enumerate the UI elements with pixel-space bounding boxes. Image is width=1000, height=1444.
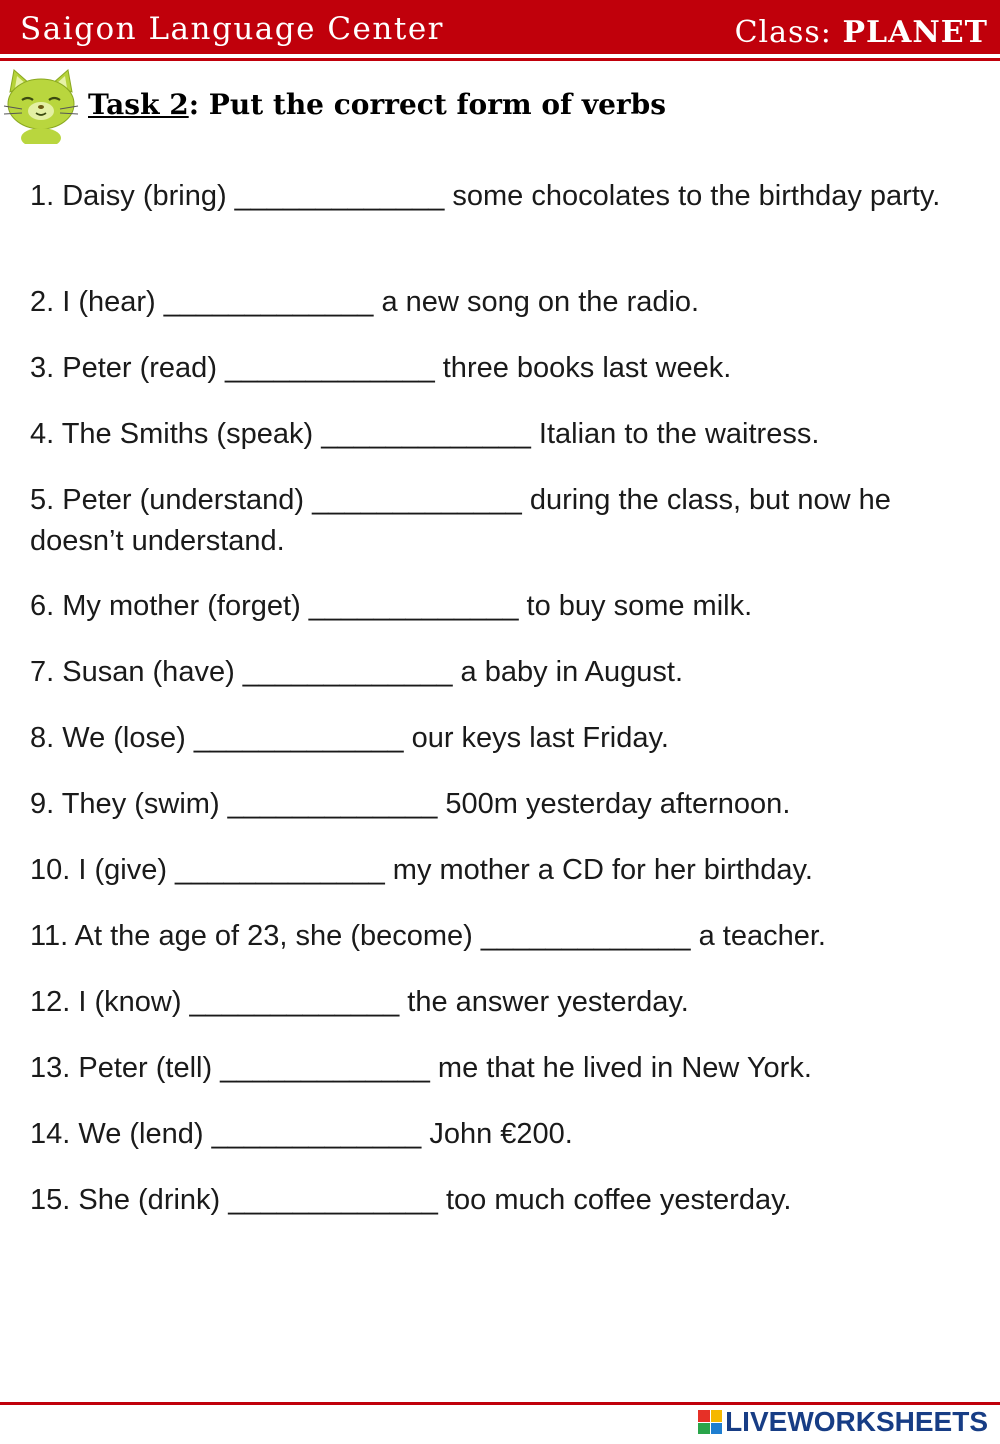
task-instruction: : Put the correct form of verbs: [188, 88, 667, 121]
task-title: [88, 88, 666, 122]
liveworksheets-logo: [698, 1408, 988, 1436]
exercise-item: 13. Peter (tell) _____________ me that he lived in New York.: [30, 1052, 812, 1084]
exercise-item: 6. My mother (forget) _____________ to buy some milk.: [30, 590, 753, 622]
exercise-item: 7. Susan (have) _____________ a baby in August.: [30, 656, 684, 688]
exercise-item: 2. I (hear) _____________ a new song on the radio.: [30, 286, 700, 318]
class-value: PLANET: [842, 15, 988, 50]
exercise-item: 5. Peter (understand) _____________ during the class, but now he doesn’t understand.: [30, 484, 891, 557]
class-label: Class:: [734, 15, 832, 50]
exercise-item: 4. The Smiths (speak) _____________ Italian to the waitress.: [30, 418, 820, 450]
exercise-item: 8. We (lose) _____________ our keys last Friday.: [30, 722, 669, 754]
exercise-item: 12. I (know) _____________ the answer yesterday.: [30, 986, 689, 1018]
exercise-item: 3. Peter (read) _____________ three books last week.: [30, 352, 732, 384]
exercise-item: 1. Daisy (bring) _____________ some chocolates to the birthday party.: [30, 180, 941, 212]
task-label: Task 2: [88, 88, 189, 121]
exercise-item: 14. We (lend) _____________ John €200.: [30, 1118, 573, 1150]
logo-text: LIVEWORKSHEETS: [725, 1406, 988, 1437]
class-info: [734, 15, 988, 50]
footer-divider: [0, 1402, 1000, 1405]
school-name: Saigon Language Center: [20, 11, 444, 47]
exercise-item: 10. I (give) _____________ my mother a CD for her birthday.: [30, 854, 813, 886]
exercise-item: 11. At the age of 23, she (become) _____________ a teacher.: [30, 920, 826, 952]
exercise-item: 15. She (drink) _____________ too much coffee yesterday.: [30, 1184, 792, 1216]
exercise-item: 9. They (swim) _____________ 500m yesterday afternoon.: [30, 788, 791, 820]
cat-icon: [0, 64, 82, 144]
liveworksheets-logo-icon: [698, 1410, 722, 1434]
header-bar: [0, 0, 1000, 54]
header-divider: [0, 58, 1000, 61]
